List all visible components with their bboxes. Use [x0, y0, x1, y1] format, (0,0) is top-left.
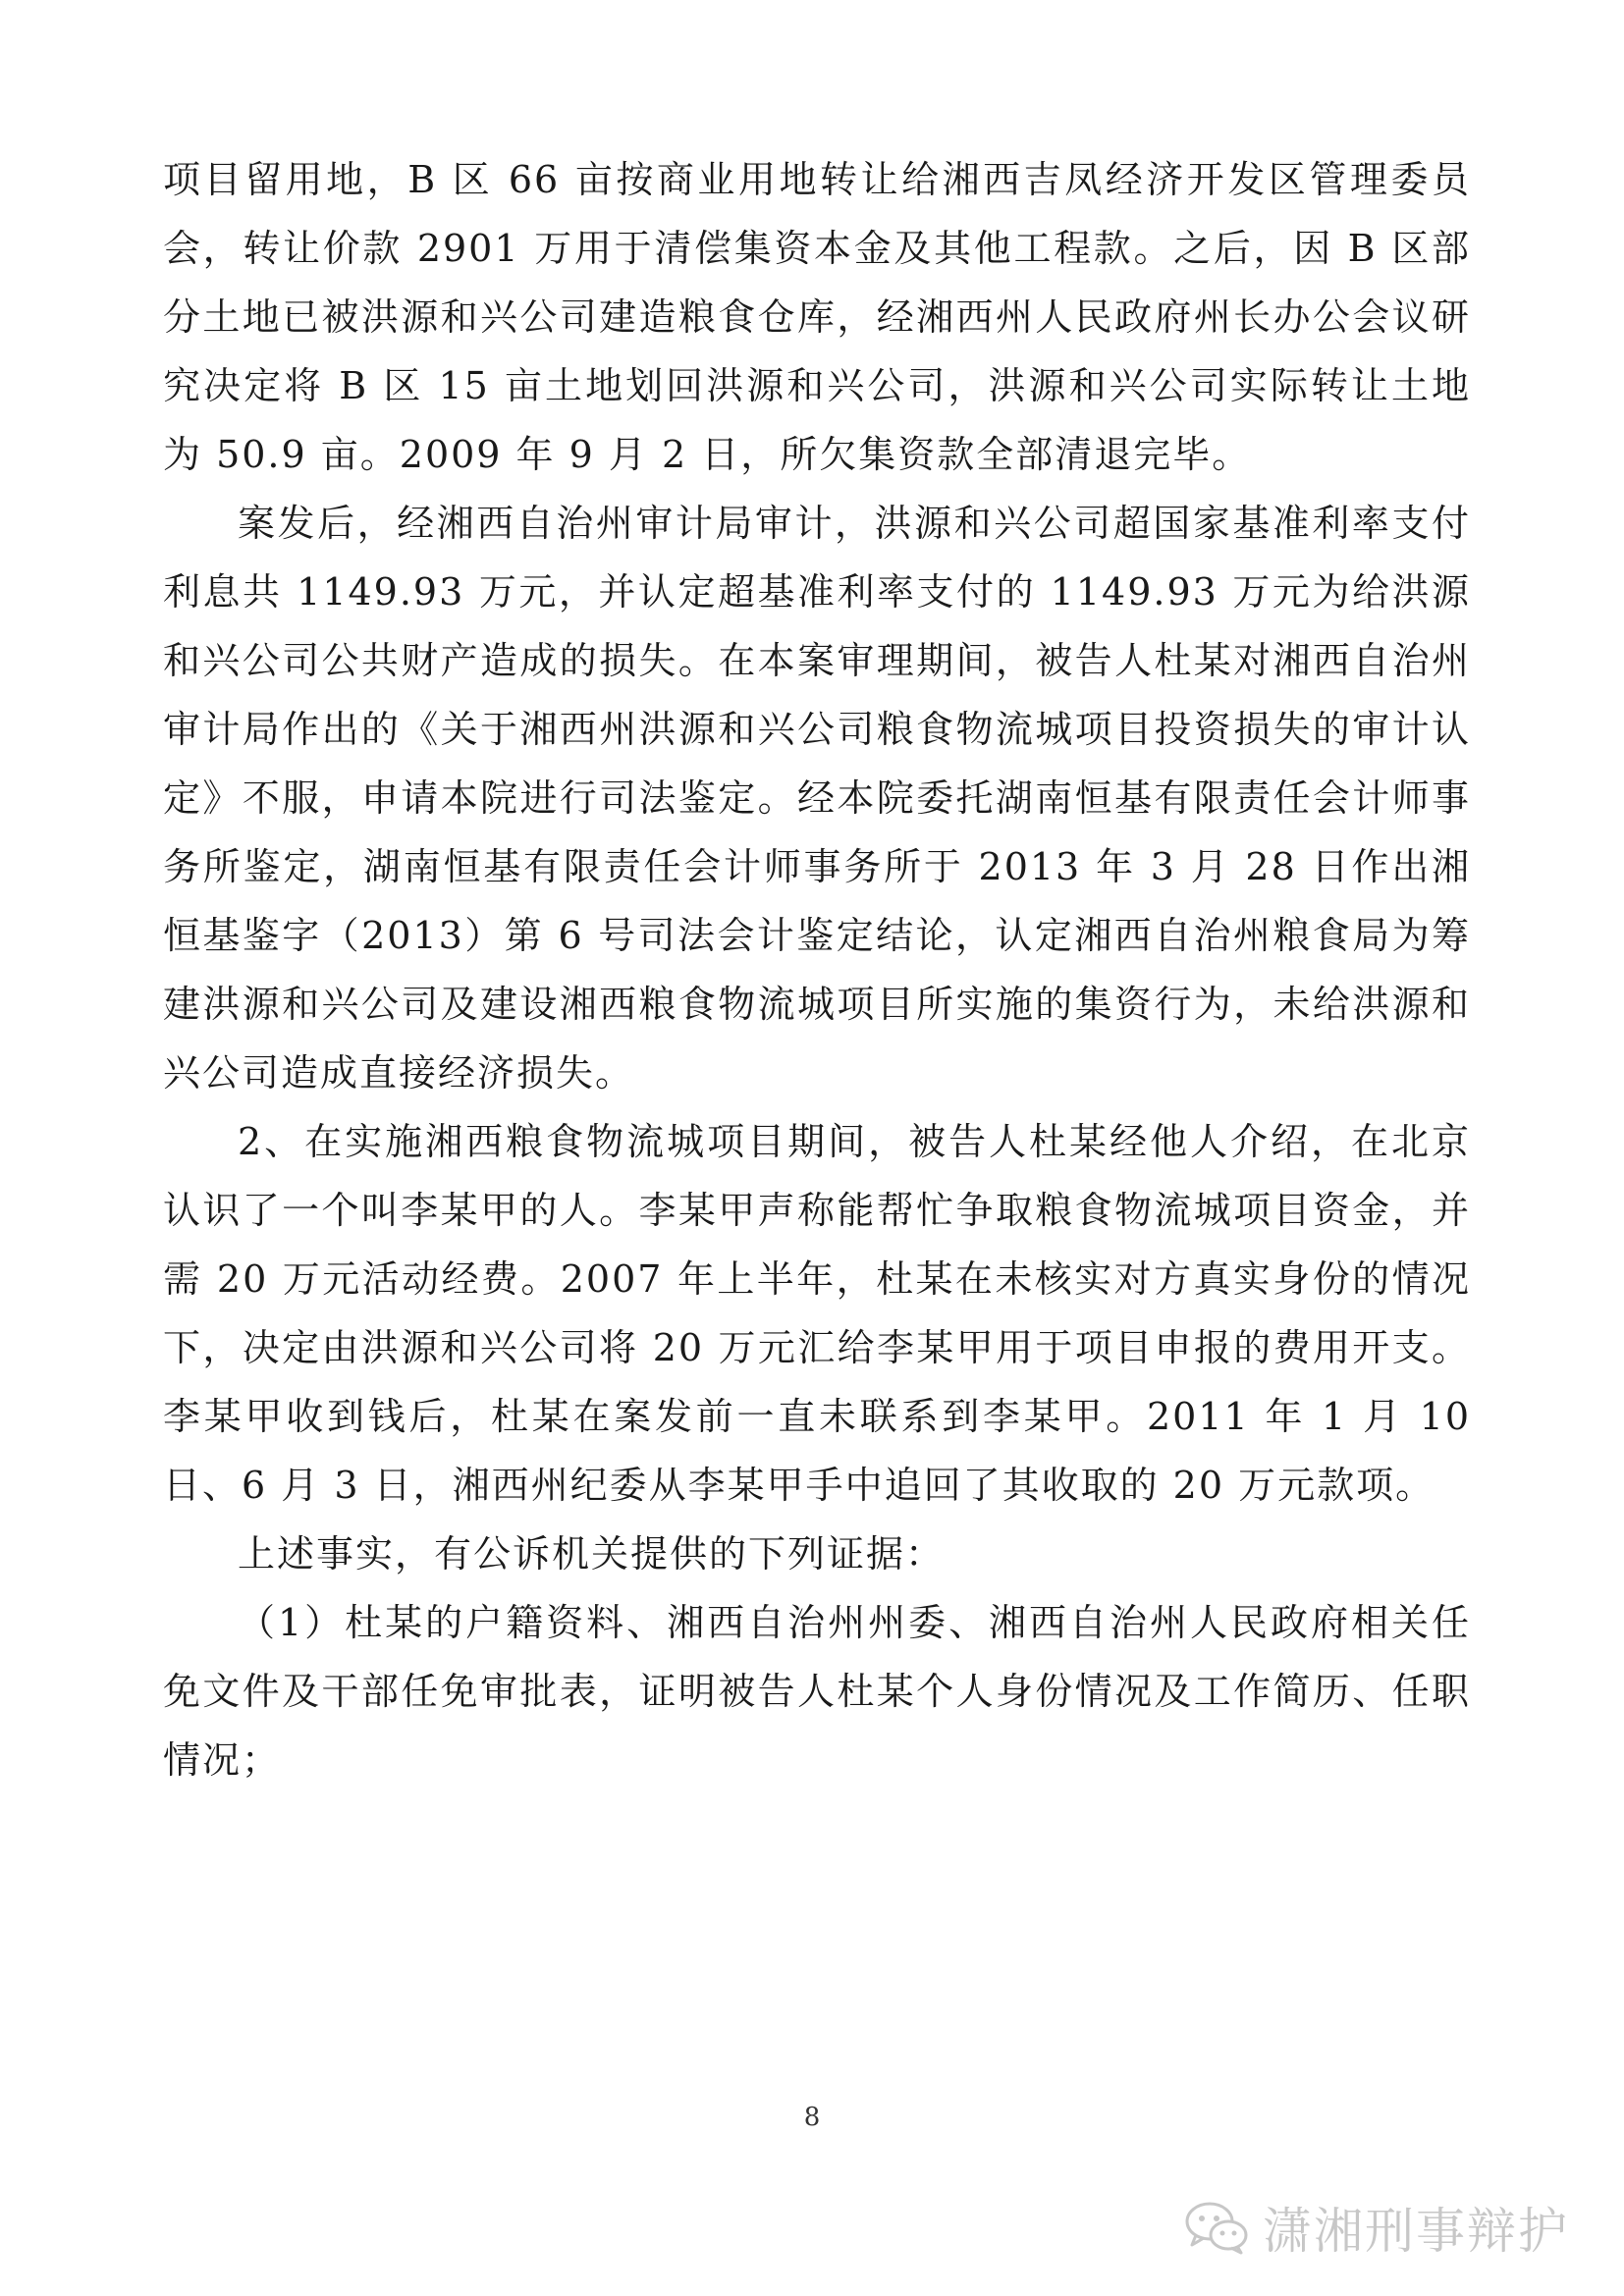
document-body [163, 145, 1471, 1794]
page-number: 8 [803, 2103, 821, 2132]
watermark [1184, 2192, 1569, 2263]
paragraph-audit: 案发后，经湘西自治州审计局审计，洪源和兴公司超国家基准利率支付利息共 1149.93 万元，并认定超基准利率支付的 1149.93 万元为给洪源和兴公司公共财产造成的损失。在本案审理期间，被告人杜某对湘西自治州审计局作出的《关于湘西州洪源和兴公司粮食物流城项目投资损失的审计认定》不服，申请本院进行司法鉴定。经本院委托湖南恒基有限责任会计师事务所鉴定，湖南恒基有限责任会计师事务所于 2013 年 3 月 28 日作出湘恒基鉴字（2013）第 6 号司法会计鉴定结论，认定湘西自治州粮食局为筹建洪源和兴公司及建设湘西粮食物流城项目所实施的集资行为，未给洪源和兴公司造成直接经济损失。 [163, 502, 1471, 1095]
paragraph-evidence-1: （1）杜某的户籍资料、湘西自治州州委、湘西自治州人民政府相关任免文件及干部任免审批表，证明被告人杜某个人身份情况及工作简历、任职情况； [163, 1601, 1471, 1782]
paragraph-fund-transfer: 2、在实施湘西粮食物流城项目期间，被告人杜某经他人介绍，在北京认识了一个叫李某甲的人。李某甲声称能帮忙争取粮食物流城项目资金，并需 20 万元活动经费。2007 年上半年，杜某在未核实对方真实身份的情况下，决定由洪源和兴公司将 20 万元汇给李某甲用于项目申报的费用开支。李某甲收到钱后，杜某在案发前一直未联系到李某甲。2011 年 1 月 10 日、6 月 3 日，湘西州纪委从李某甲手中追回了其收取的 20 万元款项。 [163, 1120, 1471, 1507]
watermark-text: 潇湘刑事辩护 [1263, 2203, 1569, 2260]
paragraph-evidence-intro: 上述事实，有公诉机关提供的下列证据： [238, 1532, 946, 1575]
wechat-icon [1184, 2200, 1249, 2255]
paragraph-land-transfer: 项目留用地，B 区 66 亩按商业用地转让给湘西吉凤经济开发区管理委员会，转让价款 2901 万用于清偿集资本金及其他工程款。之后，因 B 区部分土地已被洪源和兴公司建造粮食仓库，经湘西州人民政府州长办公会议研究决定将 B 区 15 亩土地划回洪源和兴公司，洪源和兴公司实际转让土地为 50.9 亩。2009 年 9 月 2 日，所欠集资款全部清退完毕。 [163, 158, 1471, 476]
